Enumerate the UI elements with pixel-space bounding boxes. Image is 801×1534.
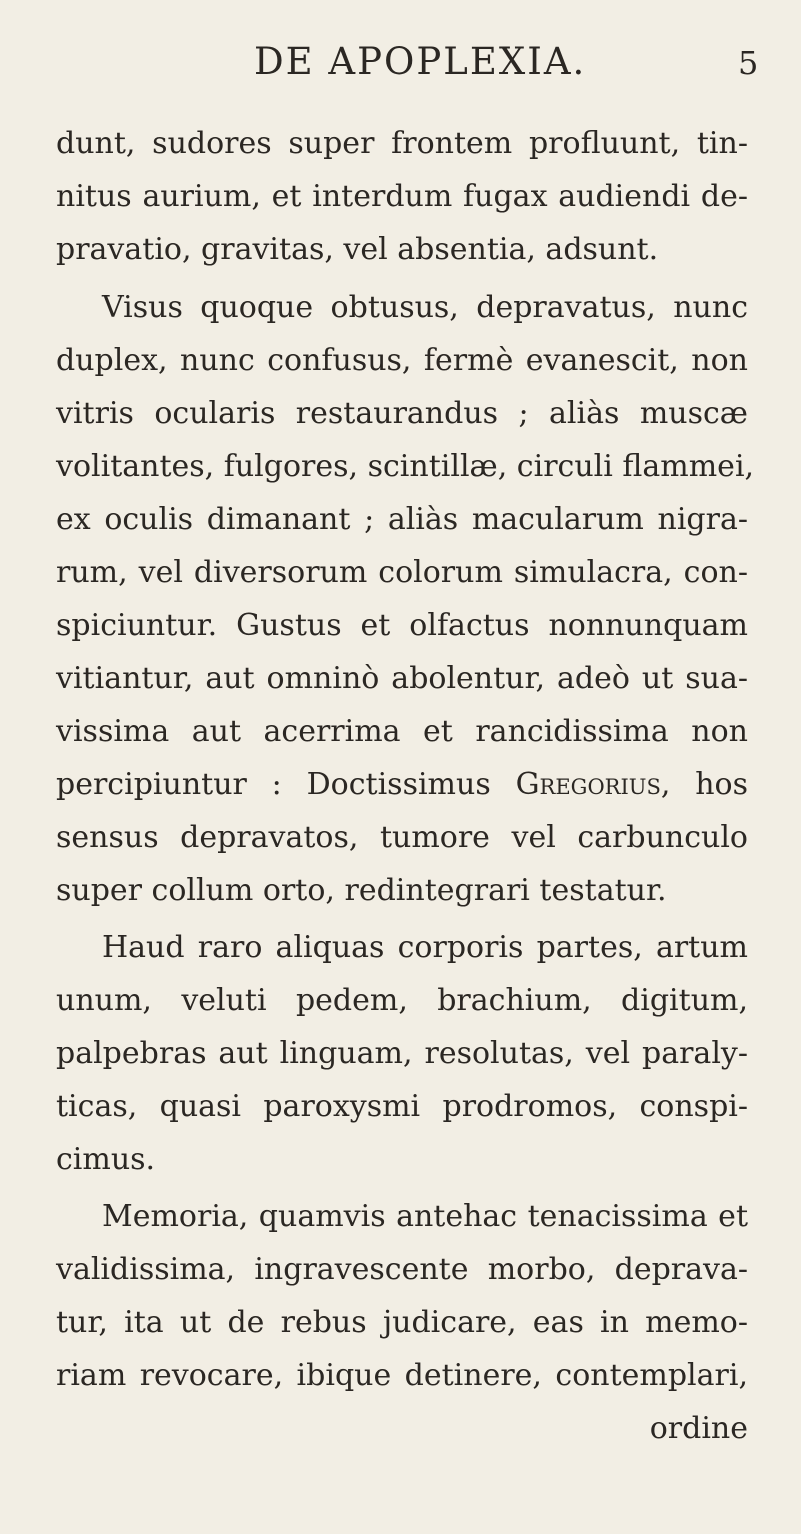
text-line: volitantes, fulgores, scintillæ, circuli flammei, xyxy=(56,449,755,484)
text-line: Haud raro aliquas corporis partes, artum xyxy=(102,930,748,965)
text-line: nitus aurium, et interdum fugax audiendi de- xyxy=(56,179,748,214)
text-line: vitiantur, aut omninò abolentur, adeò ut sua- xyxy=(56,661,748,696)
text-line xyxy=(56,767,748,803)
text-line: palpebras aut linguam, resolutas, vel paraly- xyxy=(56,1036,748,1071)
author-name: Gregorius xyxy=(515,767,661,802)
text-line: dunt, sudores super frontem profluunt, tin- xyxy=(56,126,748,161)
text-segment: percipiuntur : Doctissimus xyxy=(56,767,491,802)
text-line: duplex, nunc confusus, fermè evanescit, non xyxy=(56,343,748,378)
text-line: validissima, ingravescente morbo, deprava- xyxy=(56,1252,748,1287)
text-line: cimus. xyxy=(56,1142,156,1177)
text-line: Visus quoque obtusus, depravatus, nunc xyxy=(102,290,748,325)
text-segment: , hos xyxy=(660,767,748,802)
text-line: vissima aut acerrima et rancidissima non xyxy=(56,714,748,749)
text-line: pravatio, gravitas, vel absentia, adsunt. xyxy=(56,232,659,267)
text-line: spiciuntur. Gustus et olfactus nonnunquam xyxy=(56,608,748,643)
page-number: 5 xyxy=(738,44,759,82)
text-line: ex oculis dimanant ; aliàs macularum nigra- xyxy=(56,502,748,537)
text-line: super collum orto, redintegrari testatur. xyxy=(56,873,667,908)
text-line: rum, vel diversorum colorum simulacra, con- xyxy=(56,555,748,590)
text-line: vitris ocularis restaurandus ; aliàs muscæ xyxy=(56,396,748,431)
text-line: Memoria, quamvis antehac tenacissima et xyxy=(102,1199,748,1234)
text-line: tur, ita ut de rebus judicare, eas in memo- xyxy=(56,1305,748,1340)
text-line: sensus depravatos, tumore vel carbunculo xyxy=(56,820,748,855)
text-line: unum, veluti pedem, brachium, digitum, xyxy=(56,983,748,1018)
running-title: DE APOPLEXIA. xyxy=(254,40,587,83)
text-line: ticas, quasi paroxysmi prodromos, conspi- xyxy=(56,1089,748,1124)
text-line: riam revocare, ibique detinere, contemplari, xyxy=(56,1358,748,1393)
running-head xyxy=(0,40,801,90)
catchword: ordine xyxy=(649,1411,748,1446)
